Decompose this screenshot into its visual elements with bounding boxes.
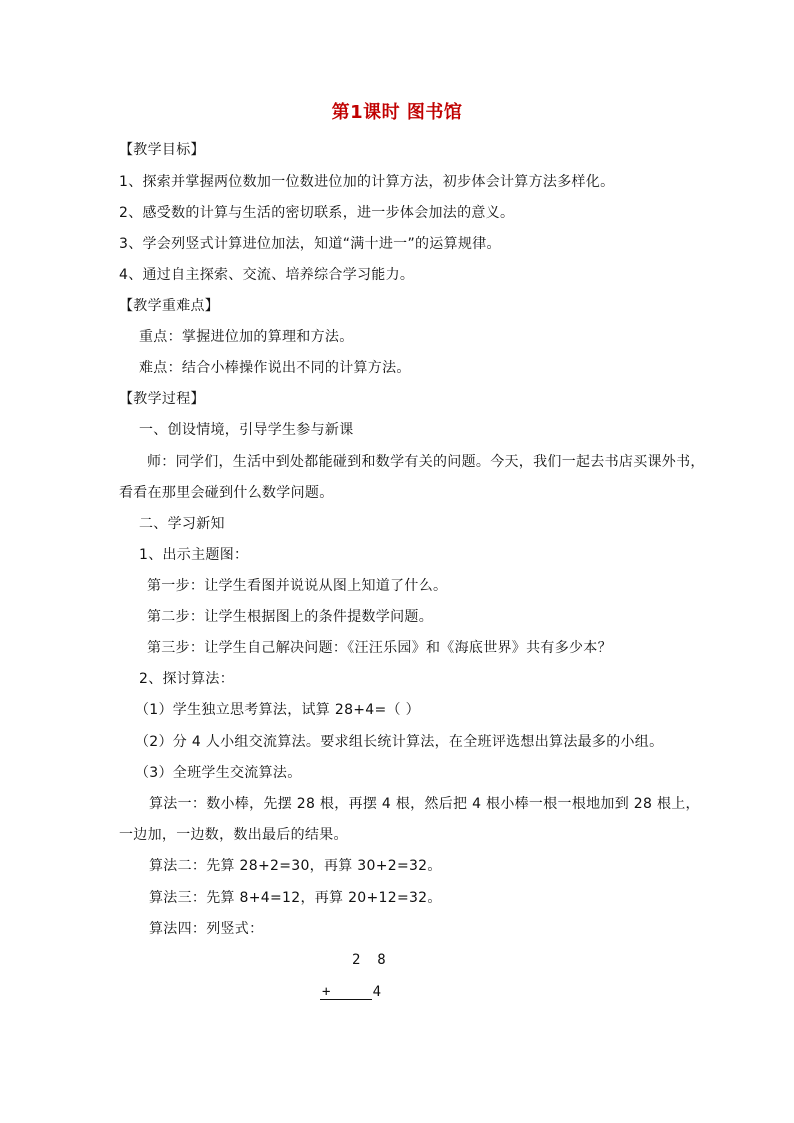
page-title: 第1课时 图书馆 bbox=[331, 102, 463, 123]
key-point-item: 重点：掌握进位加的算理和方法。 bbox=[139, 329, 354, 345]
method-description: 算法四：列竖式： bbox=[149, 921, 264, 937]
process-step: 第一步：让学生看图并说说从图上知道了什么。 bbox=[147, 578, 448, 594]
section-header-key-points: 【教学重难点】 bbox=[119, 298, 220, 314]
process-step: 第三步：让学生自己解决问题：《汪汪乐园》和《海底世界》共有多少本？ bbox=[147, 640, 612, 656]
key-point-item: 难点：结合小棒操作说出不同的计算方法。 bbox=[139, 360, 411, 376]
goal-item: 1、探索并掌握两位数加一位数进位加的计算方法，初步体会计算方法多样化。 bbox=[119, 174, 615, 190]
process-item-title: 1、出示主题图： bbox=[139, 547, 249, 563]
goal-item: 3、学会列竖式计算进位加法，知道“满十进一”的运算规律。 bbox=[119, 236, 501, 252]
goal-item: 2、感受数的计算与生活的密切联系，进一步体会加法的意义。 bbox=[119, 205, 515, 221]
process-sub-item: （1）学生独立思考算法，试算 28+4=（ ） bbox=[135, 702, 420, 718]
process-part-title: 一、创设情境，引导学生参与新课 bbox=[139, 422, 354, 438]
teacher-speech-continued: 看看在那里会碰到什么数学问题。 bbox=[119, 485, 334, 501]
method-description-continued: 一边加，一边数，数出最后的结果。 bbox=[119, 827, 348, 843]
section-header-goals: 【教学目标】 bbox=[119, 142, 205, 158]
process-sub-item: （3）全班学生交流算法。 bbox=[135, 765, 302, 781]
vertical-calc-bottom: + 4 bbox=[322, 984, 382, 1000]
method-description: 算法三：先算 8+4=12，再算 20+12=32。 bbox=[149, 890, 442, 906]
teacher-speech: 师：同学们，生活中到处都能碰到和数学有关的问题。今天，我们一起去书店买课外书， bbox=[147, 454, 705, 470]
vertical-calc-underline bbox=[320, 999, 372, 1000]
process-step: 第二步：让学生根据图上的条件提数学问题。 bbox=[147, 609, 433, 625]
section-header-process: 【教学过程】 bbox=[119, 391, 205, 407]
process-item-title: 2、探讨算法： bbox=[139, 671, 235, 687]
vertical-calc-top: 2 8 bbox=[352, 952, 386, 968]
method-description: 算法一：数小棒，先摆 28 根，再摆 4 根，然后把 4 根小棒一根一根地加到 28 根上， bbox=[149, 796, 700, 812]
goal-item: 4、通过自主探索、交流、培养综合学习能力。 bbox=[119, 267, 415, 283]
method-description: 算法二：先算 28+2=30，再算 30+2=32。 bbox=[149, 858, 442, 874]
process-part-title: 二、学习新知 bbox=[139, 516, 225, 532]
process-sub-item: （2）分 4 人小组交流算法。要求组长统计算法，在全班评选想出算法最多的小组。 bbox=[135, 734, 664, 750]
